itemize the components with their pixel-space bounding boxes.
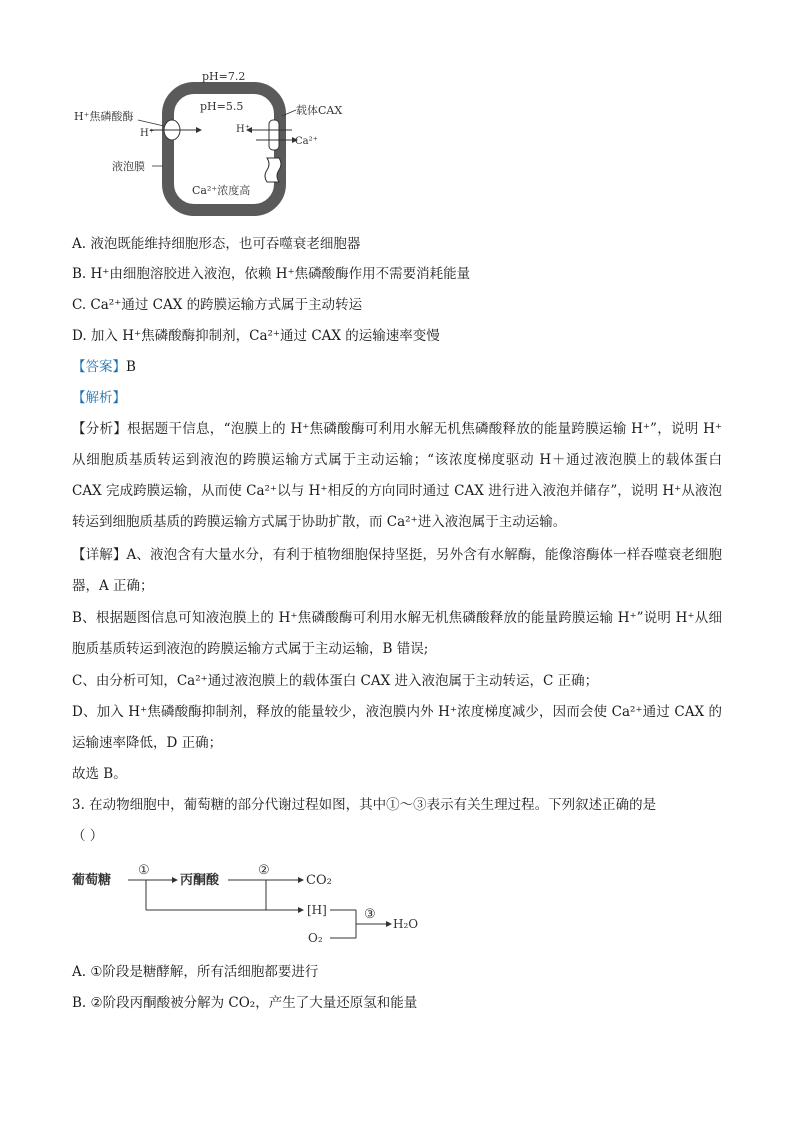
- vacuole-diagram: [70, 68, 360, 218]
- step1-label: ①: [138, 863, 150, 878]
- q2-option-b: B. H⁺由细胞溶胶进入液泡，依赖 H⁺焦磷酸酶作用不需要消耗能量: [72, 266, 471, 282]
- h-pump-label: H⁺焦磷酸酶: [74, 110, 134, 123]
- q2-xiangjie-a: [72, 540, 722, 602]
- q2-option-a: A. 液泡既能维持细胞形态，也可吞噬衰老细胞器: [72, 236, 361, 252]
- cax-carrier-icon: [269, 120, 279, 150]
- branch-to-h-head: [298, 907, 304, 913]
- h-right-label: H⁺: [236, 124, 250, 135]
- ph-inner-label: pH=5.5: [200, 100, 244, 113]
- pyruvate-to-co2-head: [298, 877, 304, 883]
- step3-label: ③: [364, 907, 376, 922]
- q3-option-b: B. ②阶段丙酮酸被分解为 CO₂，产生了大量还原氢和能量: [72, 995, 418, 1011]
- q3-option-a: A. ①阶段是糖酵解，所有活细胞都要进行: [72, 964, 319, 980]
- h-in-arrowhead: [196, 127, 202, 133]
- glucose-label: 葡萄糖: [72, 873, 112, 888]
- fenxi-tag: 【分析】: [72, 421, 128, 437]
- q2-answer: [72, 357, 136, 377]
- ca-high-label: Ca²⁺浓度高: [192, 184, 251, 197]
- q2-option-c: C. Ca²⁺通过 CAX 的跨膜运输方式属于主动转运: [72, 297, 363, 313]
- membrane-label: 液泡膜: [112, 160, 145, 173]
- q2-xiangjie-d: D、加入 H⁺焦磷酸酶抑制剂，释放的能量较少，液泡膜内外 H⁺浓度梯度减少，因而会使 Ca²⁺通过 CAX 的运输速率降低，D 正确；: [72, 704, 722, 751]
- o2-label: O₂: [308, 931, 323, 945]
- q2-xiangjie-c: C、由分析可知，Ca²⁺通过液泡膜上的载体蛋白 CAX 进入液泡属于主动转运，C 正确；: [72, 673, 599, 689]
- analysis-tag: 【解析】: [72, 390, 126, 406]
- q3-stem-blank: （ ）: [72, 828, 104, 844]
- cax-label: 载体CAX: [296, 104, 343, 117]
- q2-xiangjie-b: B、根据题图信息可知液泡膜上的 H⁺焦磷酸酶可利用水解无机焦磷酸释放的能量跨膜运输 H⁺”说明 H⁺从细胞质基质转运到液泡的跨膜运输方式属于主动运输，B 错误;: [72, 610, 722, 657]
- co2-label: CO₂: [306, 873, 332, 888]
- h-left-label: H⁺: [140, 128, 154, 139]
- q2-option-d: D. 加入 H⁺焦磷酸酶抑制剂，Ca²⁺通过 CAX 的运输速率变慢: [72, 328, 440, 344]
- answer-tag: 【答案】: [72, 359, 126, 375]
- fenxi-text: 根据题干信息，“泡膜上的 H⁺焦磷酸酶可利用水解无机焦磷酸释放的能量跨膜运输 H⁺”，说明 H⁺从细胞质基质转运到液泡的跨膜运输方式属于主动运输；“该浓度梯度驱动 H＋通过液泡膜上的载体蛋白 CAX 完成跨膜运输，从而使 Ca²⁺以与 H⁺相反的方向同时通过 CAX 进行进入液泡并储存”，说明 H⁺从液泡转运到细胞质基质的跨膜运输方式属于协助扩散，而 Ca²⁺进入液泡属于主动运输。: [72, 421, 723, 530]
- pyruvate-label: 丙酮酸: [180, 873, 220, 888]
- xiangjie-a-text: A、液泡含有大量水分，有利于植物细胞保持坚挺，另外含有水解酶，能像溶酶体一样吞噬衰老细胞器，A 正确；: [72, 547, 723, 594]
- water-label: H₂O: [393, 917, 419, 931]
- ca-label: Ca²⁺: [295, 136, 318, 147]
- q3-stem: 3. 在动物细胞中，葡萄糖的部分代谢过程如图，其中①～③表示有关生理过程。下列叙述正确的是: [72, 797, 657, 813]
- glucose-to-pyruvate-head: [172, 877, 178, 883]
- to-water-head: [386, 921, 392, 927]
- pump-pointer: [138, 120, 164, 126]
- step2-label: ②: [258, 863, 270, 878]
- nadh-label: [H]: [307, 903, 327, 917]
- ph-outer-label: pH=7.2: [202, 70, 246, 83]
- metabolism-diagram: [70, 858, 430, 950]
- answer-value: B: [126, 359, 136, 375]
- q2-fenxi: [72, 414, 722, 538]
- xiangjie-tag: 【详解】: [72, 547, 127, 563]
- q2-conclusion: 故选 B。: [72, 766, 127, 782]
- q2-analysis-heading: [72, 388, 126, 408]
